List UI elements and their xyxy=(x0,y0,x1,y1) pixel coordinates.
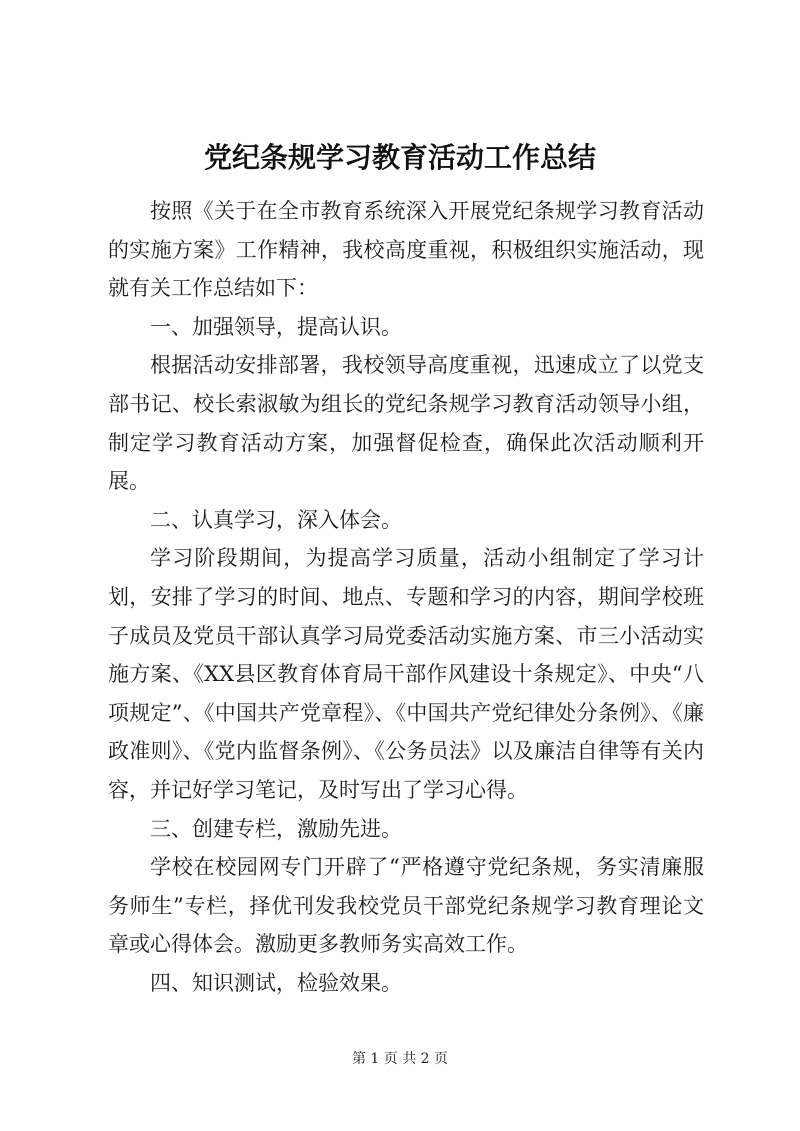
paragraph-intro: 按照《关于在全市教育系统深入开展党纪条规学习教育活动的实施方案》工作精神，我校高度重视，积极组织实施活动，现就有关工作总结如下： xyxy=(108,199,704,301)
section-heading-4: 四、知识测试，检验效果。 xyxy=(150,970,402,995)
paragraph-section-3: 学校在校园网专门开辟了“严格遵守党纪条规，务实清廉服务师生”专栏，择优刊发我校党员干部党纪条规学习教育理论文章或心得体会。激励更多教师务实高效工作。 xyxy=(108,855,704,957)
document-body xyxy=(108,192,704,1002)
paragraph-section-2: 学习阶段期间，为提高学习质量，活动小组制定了学习计划，安排了学习的时间、地点、专题和学习的内容，期间学校班子成员及党员干部认真学习局党委活动实施方案、市三小活动实施方案、《XX县区教育体育局干部作风建设十条规定》、中央“八项规定”、《中国共产党章程》、《中国共产党纪律处分条例》、《廉政准则》、《党内监督条例》、《公务员法》以及廉洁自律等有关内容，并记好学习笔记，及时写出了学习心得。 xyxy=(108,546,704,802)
section-heading-2: 二、认真学习，深入体会。 xyxy=(150,507,402,532)
page-footer: 第 1 页 共 2 页 xyxy=(351,1051,449,1067)
document-title: 党纪条规学习教育活动工作总结 xyxy=(203,141,596,174)
paragraph-section-1: 根据活动安排部署，我校领导高度重视，迅速成立了以党支部书记、校长索淑敏为组长的党纪条规学习教育活动领导小组，制定学习教育活动方案，加强督促检查，确保此次活动顺利开展。 xyxy=(108,353,704,494)
section-heading-1: 一、加强领导，提高认识。 xyxy=(150,314,402,339)
section-heading-3: 三、创建专栏，激励先进。 xyxy=(150,816,402,841)
